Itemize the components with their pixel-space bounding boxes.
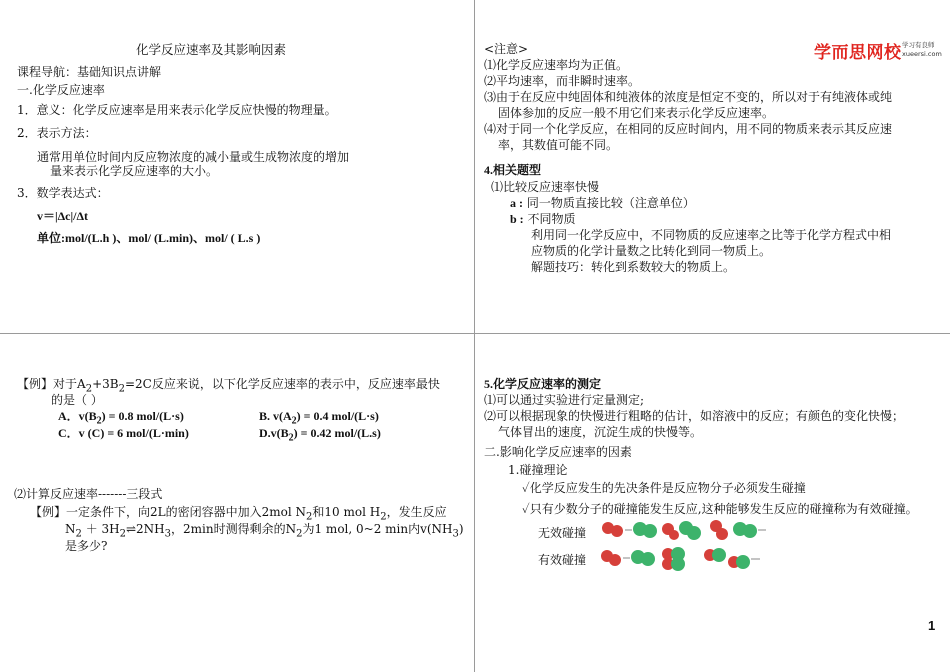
ex1-text-b: +3B — [92, 377, 119, 391]
check-2-text: 只有少数分子的碰撞能发生反应,这种能够发生反应的碰撞称为有效碰撞。 — [529, 502, 918, 516]
subsection-compare: ⑴比较反应速率快慢 — [491, 180, 600, 194]
check-item-2 — [522, 502, 918, 517]
ex2-l1-a: 一定条件下，向2L的密闭容器中加入2mol N — [66, 505, 307, 519]
measure-2b: 气体冒出的速度，沉淀生成的快慢等。 — [498, 425, 703, 439]
subsection-calc: ⑵计算反应速率-------三段式 — [14, 487, 163, 501]
opt-b-sub: 2 — [291, 415, 297, 427]
page-number: 1 — [928, 618, 936, 633]
ex2-sub: 2 — [306, 511, 313, 523]
invalid-collision-illustration — [598, 518, 773, 544]
example-2-line-2 — [65, 522, 464, 541]
page-title: 化学反应速率及其影响因素 — [136, 42, 287, 57]
measure-1: ⑴可以通过实验进行定量测定; — [484, 393, 645, 407]
ex2-l2-c: ⇌2NH — [125, 522, 165, 536]
ex2-l2-f: ) — [458, 522, 464, 536]
opt-d-post: ) = 0.42 mol/(L.s) — [293, 426, 381, 440]
section-heading: 一.化学反应速率 — [17, 83, 105, 97]
valid-collision-illustration — [598, 545, 773, 571]
molecule-pair-2 — [662, 521, 701, 540]
option-d — [259, 426, 381, 445]
measure-2a: ⑵可以根据现象的快慢进行粗略的估计，如溶液中的反应；有颜色的变化快慢； — [484, 409, 905, 423]
ex2-sub: 2 — [75, 528, 82, 540]
course-nav: 课程导航：基础知识点讲解 — [17, 65, 162, 79]
ex1-sub: 2 — [85, 383, 93, 395]
collision-theory: 1.碰撞理论 — [508, 463, 568, 477]
item-method: 2．表示方法： — [17, 126, 97, 140]
ex2-l1-b: 和10 mol H — [312, 505, 381, 519]
note-4a: ⑷对于同一个化学反应，在相同的反应时间内，用不同的物质来表示其反应速 — [484, 122, 893, 136]
case-b — [510, 212, 576, 227]
molecule-pair-3 — [704, 548, 760, 569]
item-meaning: 1．意义：化学反应速率是用来表示化学反应快慢的物理量。 — [17, 103, 337, 117]
example-1-line-2: 的是（ ） — [51, 393, 103, 407]
check-icon: ✓ — [522, 502, 530, 516]
opt-d-pre: D.v(B — [259, 426, 289, 440]
check-item-1 — [522, 481, 806, 496]
opt-d-sub: 2 — [288, 432, 294, 444]
opt-b-post: ) = 0.4 mol/(L·s) — [296, 409, 379, 423]
ex2-l2-d: ，2min时测得剩余的N — [171, 522, 297, 536]
case-b-desc-1: 利用同一化学反应中，不同物质的反应速率之比等于化学方程式中相 — [531, 228, 892, 242]
note-4b: 率，其数值可能不同。 — [498, 138, 619, 152]
ex2-l2-a: N — [65, 522, 76, 536]
example-label: 【例】 — [30, 505, 67, 519]
case-a-text: 同一物质直接比较（注意单位） — [526, 196, 695, 210]
ex2-l1-c: ，发生反应 — [386, 505, 447, 519]
horizontal-divider — [0, 333, 950, 334]
solving-tip: 解题技巧：转化到系数较大的物质上。 — [531, 260, 736, 274]
ex2-sub: 2 — [119, 528, 126, 540]
case-a — [510, 196, 695, 211]
ex1-text-a: 对于A — [53, 377, 86, 391]
section-measurement: 5.化学反应速率的测定 — [484, 377, 602, 391]
note-3a: ⑶由于在反应中纯固体和纯液体的浓度是恒定不变的，所以对于有纯液体或纯 — [484, 90, 893, 104]
brand-slogan: 学习有良师 — [902, 41, 935, 49]
molecule-pair-3 — [710, 520, 766, 540]
brand-url: xueersi.com — [902, 50, 942, 58]
valid-collision-label: 有效碰撞 — [538, 553, 587, 567]
opt-a-post: ) = 0.8 mol/(L·s) — [101, 409, 184, 423]
item-expression: 3．数学表达式： — [17, 186, 109, 200]
ex2-sub: 3 — [164, 528, 172, 540]
ex2-l2-b: ＋ 3H — [81, 522, 120, 536]
case-b-text: 不同物质 — [527, 212, 576, 226]
section-question-types: 4.相关题型 — [484, 163, 542, 177]
invalid-collision-label: 无效碰撞 — [538, 526, 587, 540]
method-text-2: 量来表示化学反应速率的大小。 — [50, 164, 219, 178]
brand-logo: 学而思网校 — [814, 43, 902, 63]
method-text-1: 通常用单位时间内反应物浓度的减小量或生成物浓度的增加 — [37, 150, 350, 164]
molecule-pair-1 — [601, 550, 655, 566]
rate-formula: v＝|Δc|/Δt — [37, 209, 88, 223]
ex2-sub: 2 — [296, 528, 303, 540]
example-label: 【例】 — [17, 377, 54, 391]
case-b-desc-2: 应物质的化学计量数之比转化到同一物质上。 — [531, 244, 772, 258]
molecule-pair-2 — [662, 547, 685, 571]
ex1-text-c: =2C反应来说，以下化学反应速率的表示中，反应速率最快 — [124, 377, 440, 391]
ex2-sub: 3 — [452, 528, 459, 540]
note-2: ⑵平均速率，而非瞬时速率。 — [484, 74, 641, 88]
ex2-l2-e: 为1 mol, 0~2 min内v(NH — [302, 522, 453, 536]
opt-b-pre: B. v(A — [259, 409, 292, 423]
vertical-divider — [474, 0, 475, 672]
opt-a-pre: A．v(B — [58, 409, 97, 423]
ex2-sub: 2 — [380, 511, 387, 523]
case-b-label: b : — [510, 212, 524, 226]
rate-units: 单位:mol/(L.h )、mol/ (L.min)、mol/ ( L.s ) — [37, 231, 261, 245]
note-3b: 固体参加的反应一般不用它们来表示化学反应速率。 — [498, 106, 775, 120]
option-c: C．v (C) = 6 mol/(L·min) — [58, 426, 189, 440]
example-2-line-3: 是多少? — [65, 539, 108, 553]
case-a-label: a : — [510, 196, 523, 210]
note-title: <注意> — [484, 42, 529, 56]
section-factors: 二.影响化学反应速率的因素 — [484, 445, 632, 459]
check-1-text: 化学反应发生的先决条件是反应物分子必须发生碰撞 — [529, 481, 806, 495]
check-icon: ✓ — [522, 481, 530, 495]
molecule-pair-1 — [602, 522, 657, 538]
opt-a-sub: 2 — [96, 415, 102, 427]
ex1-sub: 2 — [118, 383, 125, 395]
note-1: ⑴化学反应速率均为正值。 — [484, 58, 629, 72]
